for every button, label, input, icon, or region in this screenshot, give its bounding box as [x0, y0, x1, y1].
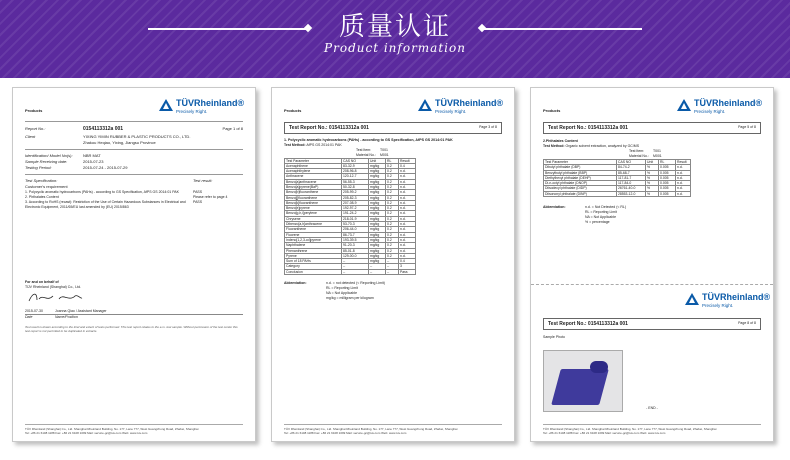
logo-tagline: Precisely Right. [176, 109, 208, 114]
abbreviation-item: NA = Not Applicable [585, 215, 617, 220]
method-value: AfPS GS 2014:01 PAK [306, 142, 342, 147]
table-cell: % [646, 191, 659, 196]
abbreviation-item: RL = Reporting Limit [326, 286, 358, 291]
spec-item-result: PASS [193, 190, 203, 194]
table-cell: mg/kg [369, 253, 386, 258]
client-label: Client [25, 134, 36, 139]
identification-label: Identification/ Model No(s): [25, 153, 73, 158]
table-cell: Benzo[j]fluoranthene [285, 195, 342, 200]
material-value: M001 [653, 154, 662, 158]
table-cell: Benzo[e]pyrene [285, 206, 342, 211]
table-cell: Fluorene [285, 232, 342, 237]
sample-photo [543, 350, 623, 412]
testing-period-value: 2015-07-24 - 2015-07-29 [83, 165, 128, 170]
table-cell: n.d. [676, 170, 691, 175]
column-header: Result [676, 160, 691, 165]
certificate-page-2 [271, 87, 515, 442]
table-cell: 91-20-3 [342, 243, 369, 248]
table-cell: n.d. [399, 253, 416, 258]
sign-date: 2015-07-30 [25, 309, 43, 313]
table-cell: Diethylhexyl phthalate (DEHP) [544, 175, 617, 180]
table-cell: % [646, 186, 659, 191]
nbr-mat-image [551, 369, 609, 405]
column-header: Unit [369, 158, 386, 163]
table-cell: n.d. [399, 179, 416, 184]
table-cell: n.d. [399, 211, 416, 216]
footer-line: TÜV Rheinland (Shanghai) Co., Ltd. Shanghai Rheinland Building, No. 177, Lane 777, West Guangzhong Road, Zhabei, Shanghai [543, 427, 717, 431]
date-label: Date [25, 315, 33, 319]
page-break [531, 284, 773, 285]
sample-date-label: Sample Receiving date: [25, 159, 68, 164]
table-cell: Chrysene [285, 216, 342, 221]
table-cell: 206-44-0 [342, 227, 369, 232]
disclaimer: Test result is drawn according to the kind and extent of tests performed. This test report relates to the a.m. test sample. Without permission of the test center this test report is not permitted to be duplicated in extracts. [25, 325, 238, 333]
table-cell: 0.2 [386, 222, 399, 227]
table-cell: 85-68-7 [617, 170, 646, 175]
spec-item-list [25, 190, 243, 210]
abbreviation-item: n.d. = Not Detected (< RL) [585, 205, 627, 210]
table-cell: Acenaphthene [285, 163, 342, 168]
table-cell: mg/kg [369, 259, 386, 264]
column-header: Result [399, 158, 416, 163]
table-cell: n.d. [676, 165, 691, 170]
page-number: Page 8 of 8 [738, 321, 756, 325]
tuv-triangle-icon [418, 99, 432, 111]
tuv-logo [677, 98, 761, 120]
signer: Joanna Qiao / Assistant Manager [55, 309, 107, 313]
page-number: Page 3 of 8 [479, 125, 497, 129]
table-cell: mg/kg [369, 190, 386, 195]
test-item-label: Test Item: [356, 147, 372, 152]
table-cell: 117-84-0 [617, 181, 646, 186]
table-cell: n.d. [399, 169, 416, 174]
table-cell: Pass [399, 269, 416, 274]
table-cell: 0.005 [659, 170, 676, 175]
table-cell: n.d. [676, 191, 691, 196]
table-cell: 205-99-2 [342, 190, 369, 195]
method-label: Test Method: [284, 142, 306, 147]
table-cell: n.d. [399, 174, 416, 179]
table-cell: mg/kg [369, 169, 386, 174]
table-cell: Phenanthrene [285, 248, 342, 253]
table-cell: mg/kg [369, 200, 386, 205]
table-cell: 193-39-5 [342, 237, 369, 242]
abbreviation-item: n.d. = not detected (< Reporting Limit) [326, 281, 385, 286]
table-cell: 0.2 [386, 206, 399, 211]
table-cell: Benzo[k]fluoranthene [285, 200, 342, 205]
spec-item-result: PASS [193, 200, 203, 204]
test-result-label: Test result: [193, 178, 213, 183]
page-subtitle: Product information [324, 41, 466, 55]
table-cell: 0.2 [386, 184, 399, 189]
table-cell: n.d. [676, 181, 691, 186]
table-cell: 0.005 [659, 181, 676, 186]
table-cell: % [646, 165, 659, 170]
test-item-label: Test Item: [629, 149, 645, 153]
table-cell: 0.2 [386, 169, 399, 174]
column-header: Test Parameter [544, 160, 617, 165]
column-header: RL [659, 160, 676, 165]
tuv-triangle-icon [685, 293, 699, 305]
page-number: Page 1 of 8 [222, 126, 243, 131]
table-cell: Category [285, 264, 342, 269]
logo-tagline: Precisely Right. [435, 109, 467, 114]
spec-item-text: 2. Phthalates Content [25, 195, 59, 199]
column-header: CAS NO [342, 158, 369, 163]
test-report-box [543, 122, 761, 134]
logo-name: TÜVRheinland® [702, 292, 771, 302]
table-cell: 0.4 [399, 163, 416, 168]
table-cell: 0.2 [386, 248, 399, 253]
table-cell: % [646, 175, 659, 180]
table-cell: 0.2 [386, 243, 399, 248]
abbreviation-label: Abbreviation: [284, 281, 307, 286]
table-cell: Benzo[a]anthracene [285, 179, 342, 184]
table-cell: 0.2 [386, 237, 399, 242]
sample-date-value: 2015-07-23 [83, 159, 104, 164]
table-cell: 86-73-7 [342, 232, 369, 237]
table-cell: 120-12-7 [342, 174, 369, 179]
abbreviation-item: % = percentage [585, 220, 610, 225]
products-label: Products [543, 108, 561, 113]
table-cell: Sum of 18 PAHs [285, 259, 342, 264]
company-name: TÜV Rheinland (Shanghai) Co., Ltd. [25, 285, 82, 289]
identification-value: NBR MAT [83, 153, 101, 158]
table-cell: 191-24-2 [342, 211, 369, 216]
table-cell: 0.4 [399, 259, 416, 264]
table-cell: mg/kg [369, 195, 386, 200]
table-cell: -- [369, 264, 386, 269]
table-cell: -- [342, 269, 369, 274]
method-value: Organic solvent extraction, analyzed by GC/MS [565, 144, 640, 148]
table-cell: mg/kg [369, 184, 386, 189]
table-cell: n.d. [399, 243, 416, 248]
table-cell: Diisononyl phthalate (DINP) [544, 191, 617, 196]
signature-image [25, 290, 85, 304]
page-title: 质量认证 [338, 12, 451, 42]
table-cell: 0.2 [386, 200, 399, 205]
table-cell: Dibutyl phthalate (DBP) [544, 165, 617, 170]
table-cell: -- [386, 269, 399, 274]
page-footer [284, 424, 502, 435]
footer-line: Tel: +86 21 6108 1188 Fax: +86 21 6108 1099 Mail: service-gc@tuv.com Web: www.tuv.com [543, 431, 666, 435]
table-cell: 0.2 [386, 227, 399, 232]
table-cell: 192-97-2 [342, 206, 369, 211]
test-report-box [284, 122, 502, 134]
table-cell: 129-00-0 [342, 253, 369, 258]
footer-line: TÜV Rheinland (Shanghai) Co., Ltd. Shanghai Rheinland Building, No. 177, Lane 777, West Guangzhong Road, Zhabei, Shanghai [284, 427, 458, 431]
table-cell: Anthracene [285, 174, 342, 179]
table-cell: Benzo[b]fluoranthene [285, 190, 342, 195]
table-cell: mg/kg [369, 206, 386, 211]
table-cell: -- [342, 264, 369, 269]
table-cell: 3 [399, 264, 416, 269]
table-row [544, 191, 691, 196]
name-position-label: Name/Position [55, 315, 78, 319]
table-cell: -- [386, 264, 399, 269]
test-report-number: Test Report No.: 0154113312a 001 [289, 125, 369, 131]
table-cell: 50-32-8 [342, 184, 369, 189]
material-label: Material No.: [356, 152, 376, 157]
footer-line: TÜV Rheinland (Shanghai) Co., Ltd. Shanghai Rheinland Building, No. 177, Lane 777, West Guangzhong Road, Zhabei, Shanghai [25, 427, 199, 431]
table-cell: Diisodecyl phthalate (DIDP) [544, 186, 617, 191]
table-cell: mg/kg [369, 211, 386, 216]
table-cell: % [646, 181, 659, 186]
table-cell: 208-96-8 [342, 169, 369, 174]
on-behalf-label: For and on behalf of [25, 280, 59, 284]
divider [25, 174, 243, 175]
section-title: 1. Polycyclic aromatic hydrocarbons (PAHs) - according to GS Specification, AfPS GS 2014:01 PAK [284, 138, 453, 142]
table-cell: 218-01-9 [342, 216, 369, 221]
test-item-value: T001 [380, 147, 388, 152]
spec-item-text: 3. According to RoHS (recast): Restriction of the Use of Certain Hazardous Substances in Electrical and Electronic Equipment, 2011/65/EU last amended by (EU) 2015/863 [25, 200, 186, 209]
certificate-page-3 [530, 87, 774, 442]
column-header: CAS NO [617, 160, 646, 165]
divider [25, 121, 243, 122]
table-cell: Conclusion [285, 269, 342, 274]
test-report-number: Test Report No.: 0154113312a 001 [548, 321, 628, 327]
logo-name: TÜVRheinland® [694, 98, 763, 108]
certificate-page-1 [12, 87, 256, 442]
end-marker: - END - [646, 406, 658, 410]
table-cell: 0.2 [386, 190, 399, 195]
table-cell: mg/kg [369, 163, 386, 168]
table-cell: 85-01-8 [342, 248, 369, 253]
footer-line: Tel: +86 21 6108 1188 Fax: +86 21 6108 1099 Mail: service-gc@tuv.com Web: www.tuv.com [284, 431, 407, 435]
table-cell: 53-70-3 [342, 222, 369, 227]
table-cell: n.d. [399, 232, 416, 237]
products-label: Products [284, 108, 302, 113]
table-cell: n.d. [399, 248, 416, 253]
table-cell: -- [369, 269, 386, 274]
table-cell: n.d. [676, 175, 691, 180]
spec-item-text: 1. Polycyclic aromatic hydrocarbons (PAHs) - according to GS Specification, AfPS GS 2014:01 PAK [25, 190, 179, 194]
table-cell: n.d. [399, 190, 416, 195]
table-cell: n.d. [399, 195, 416, 200]
report-number: 0154113312a 001 [83, 126, 124, 132]
table-cell: 117-81-7 [617, 175, 646, 180]
test-report-number: Test Report No.: 0154113312a 001 [548, 125, 628, 131]
abbreviation-item: mg/kg = milligram per kilogram [326, 296, 374, 301]
table-cell: 83-32-9 [342, 163, 369, 168]
table-cell: n.d. [399, 227, 416, 232]
table-cell: 0.005 [659, 175, 676, 180]
abbreviation-item: NA = Not Applicable [326, 291, 358, 296]
table-cell: Pyrene [285, 253, 342, 258]
table-cell: mg/kg [369, 174, 386, 179]
table-cell: Fluoranthene [285, 227, 342, 232]
table-cell: 0.005 [659, 186, 676, 191]
table-cell: Indeno[1,2,3-cd]pyrene [285, 237, 342, 242]
table-cell: mg/kg [369, 237, 386, 242]
logo-tagline: Precisely Right. [694, 109, 726, 114]
spec-item [25, 200, 243, 210]
tuv-logo [685, 292, 769, 314]
client-name: YIXING YIMIN RUBBER & PLASTIC PRODUCTS CO., LTD. [83, 134, 191, 139]
method-label: Test Method: [543, 144, 565, 148]
table-cell: 56-55-3 [342, 179, 369, 184]
table-cell: 26761-40-0 [617, 186, 646, 191]
pah-results-table [284, 158, 416, 276]
client-address: Zhakou Heqiao, Yixing, Jiangsu Province [83, 140, 156, 145]
products-label: Products [25, 108, 43, 113]
table-cell: mg/kg [369, 216, 386, 221]
table-cell: n.d. [399, 200, 416, 205]
column-header: Unit [646, 160, 659, 165]
table-row [285, 269, 416, 274]
table-cell: 0.005 [659, 191, 676, 196]
table-cell: 205-82-3 [342, 195, 369, 200]
mat-roll-image [590, 361, 608, 373]
phthalates-results-table [543, 159, 691, 197]
table-cell: n.d. [399, 222, 416, 227]
table-cell: n.d. [399, 184, 416, 189]
test-report-box [543, 318, 761, 330]
table-cell: Di-n-octyl phthalate (DNOP) [544, 181, 617, 186]
table-cell: n.d. [399, 237, 416, 242]
column-header: Test Parameter [285, 158, 342, 163]
tuv-triangle-icon [677, 99, 691, 111]
table-cell: mg/kg [369, 232, 386, 237]
table-cell: Naphthalene [285, 243, 342, 248]
testing-period-label: Testing Period: [25, 165, 52, 170]
column-header: RL [386, 158, 399, 163]
abbreviation-item: RL = Reporting Limit [585, 210, 617, 215]
table-cell: % [646, 170, 659, 175]
table-cell: 84-74-2 [617, 165, 646, 170]
table-cell: 0.2 [386, 211, 399, 216]
table-cell: 207-08-9 [342, 200, 369, 205]
footer-line: Tel: +86 21 6108 1188 Fax: +86 21 6108 1099 Mail: service-gc@tuv.com Web: www.tuv.com [25, 431, 148, 435]
tuv-logo [418, 98, 502, 120]
material-value: M001 [380, 152, 389, 157]
table-cell: 0.2 [386, 174, 399, 179]
sample-photo-label: Sample Photo [543, 335, 565, 339]
logo-name: TÜVRheinland® [176, 98, 245, 108]
abbreviation-label: Abbreviation: [543, 205, 566, 210]
report-no-label: Report No.: [25, 126, 46, 131]
tuv-triangle-icon [159, 99, 173, 111]
table-cell: 0.005 [659, 165, 676, 170]
table-cell: mg/kg [369, 179, 386, 184]
page-footer [543, 424, 761, 435]
test-item-value: T001 [653, 149, 661, 153]
spec-item-result: Please refer to page 4 [193, 195, 228, 199]
table-cell: n.d. [399, 206, 416, 211]
table-cell: mg/kg [369, 248, 386, 253]
table-cell: n.d. [676, 186, 691, 191]
page-footer [25, 424, 243, 435]
table-cell: 0.2 [386, 195, 399, 200]
table-cell: -- [386, 259, 399, 264]
section-title: 2.Phthalates Content [543, 139, 578, 143]
test-spec-label: Test Specification: [25, 178, 58, 183]
table-cell: n.d. [399, 216, 416, 221]
table-cell: Benzo[g,h,i]perylene [285, 211, 342, 216]
table-cell: 28553-12-0 [617, 191, 646, 196]
customer-requirement: Customer's requirement [25, 184, 68, 189]
table-cell: 0.2 [386, 232, 399, 237]
table-cell: Acenaphthylene [285, 169, 342, 174]
table-cell: Benzylbutyl phthalate (BBP) [544, 170, 617, 175]
table-cell: 0.2 [386, 179, 399, 184]
logo-tagline: Precisely Right. [702, 303, 734, 308]
table-cell: 0.2 [386, 216, 399, 221]
table-cell: 0.2 [386, 163, 399, 168]
logo-name: TÜVRheinland® [435, 98, 504, 108]
page-number: Page 5 of 8 [738, 125, 756, 129]
divider [25, 149, 243, 150]
table-cell: Dibenzo[a,h]anthracene [285, 222, 342, 227]
table-cell: mg/kg [369, 243, 386, 248]
table-cell: -- [342, 259, 369, 264]
material-label: Material No.: [629, 154, 649, 158]
table-cell: 0.2 [386, 253, 399, 258]
table-cell: mg/kg [369, 222, 386, 227]
table-cell: Benzo[a]pyrene(BaP) [285, 184, 342, 189]
table-cell: mg/kg [369, 227, 386, 232]
tuv-logo [159, 98, 243, 120]
